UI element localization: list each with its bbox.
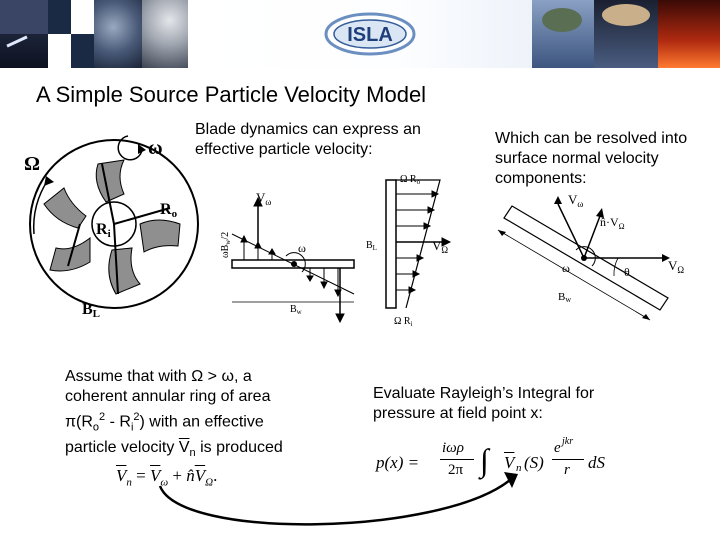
assume-line-4: particle velocity $\overline{V}_n$ is produced <box>65 438 283 459</box>
label-surf-v-Omega: $V_\Omega$ <box>668 258 685 275</box>
label-v-Omega: $V_\Omega$ <box>432 238 449 255</box>
label-omega-small: ω <box>148 137 163 159</box>
label-omega-ro: Ω $R_o$ <box>400 174 421 186</box>
label-theta: θ <box>624 265 630 279</box>
label-v-omega: $V_\omega$ <box>256 190 272 207</box>
banner-image-7 <box>658 0 720 68</box>
assume-line-2: coherent annular ring of area <box>65 388 271 405</box>
vn-equation: $\overline{V}_n = \overline{V}_\omega$ + $n̂\overline{V}_\Omega$. <box>116 466 218 489</box>
banner-image-1 <box>0 0 48 68</box>
fan-blades <box>44 160 180 294</box>
resolved-components-text: Which can be resolved into surface normal velocity components: <box>495 130 688 187</box>
banner-image-6 <box>594 0 658 68</box>
logo-text: ISLA <box>347 24 393 46</box>
label-bl-blade: $B_L$ <box>366 240 377 252</box>
label-bl: BL <box>82 301 101 320</box>
isla-logo <box>322 10 418 58</box>
blade-dynamics-text: Blade dynamics can express an effective particle velocity: <box>195 121 421 158</box>
evaluate-text: Evaluate Rayleigh’s Integral for pressure at field point x: <box>373 385 595 422</box>
label-surf-n-v: $n̂\cdot V_\Omega$ <box>600 215 625 231</box>
banner-image-4 <box>142 0 188 68</box>
label-omega-mid: ω <box>298 241 306 255</box>
label-omega-ri: Ω $R_i$ <box>394 316 413 328</box>
label-surf-bw: Bw <box>558 291 572 304</box>
label-bw-blade: $B_w$ <box>290 304 302 316</box>
fan-diagram <box>20 124 210 324</box>
label-ro: Ro <box>160 201 178 220</box>
slide-title: A Simple Source Particle Velocity Model <box>36 82 427 107</box>
banner-image-3 <box>94 0 142 68</box>
connector-arrow <box>140 470 530 540</box>
banner-image-5 <box>532 0 594 68</box>
label-omega-bw: $\omega B_w/2$ <box>220 231 232 258</box>
label-surf-omega: ω <box>562 261 570 275</box>
assume-text <box>65 367 325 463</box>
blade-velocity-diagram <box>210 172 460 332</box>
label-omega-big: Ω <box>24 153 41 175</box>
label-surf-v-omega: $V_\omega$ <box>568 192 584 209</box>
label-ri: Ri <box>96 221 111 240</box>
assume-line-1: Assume that with Ω > ω, a <box>65 368 252 385</box>
assume-line-3: $\pi(R_o^2 - R_i^2)$ with an effective <box>65 411 264 434</box>
banner-image-2 <box>48 0 94 68</box>
surface-normal-diagram <box>492 186 692 326</box>
